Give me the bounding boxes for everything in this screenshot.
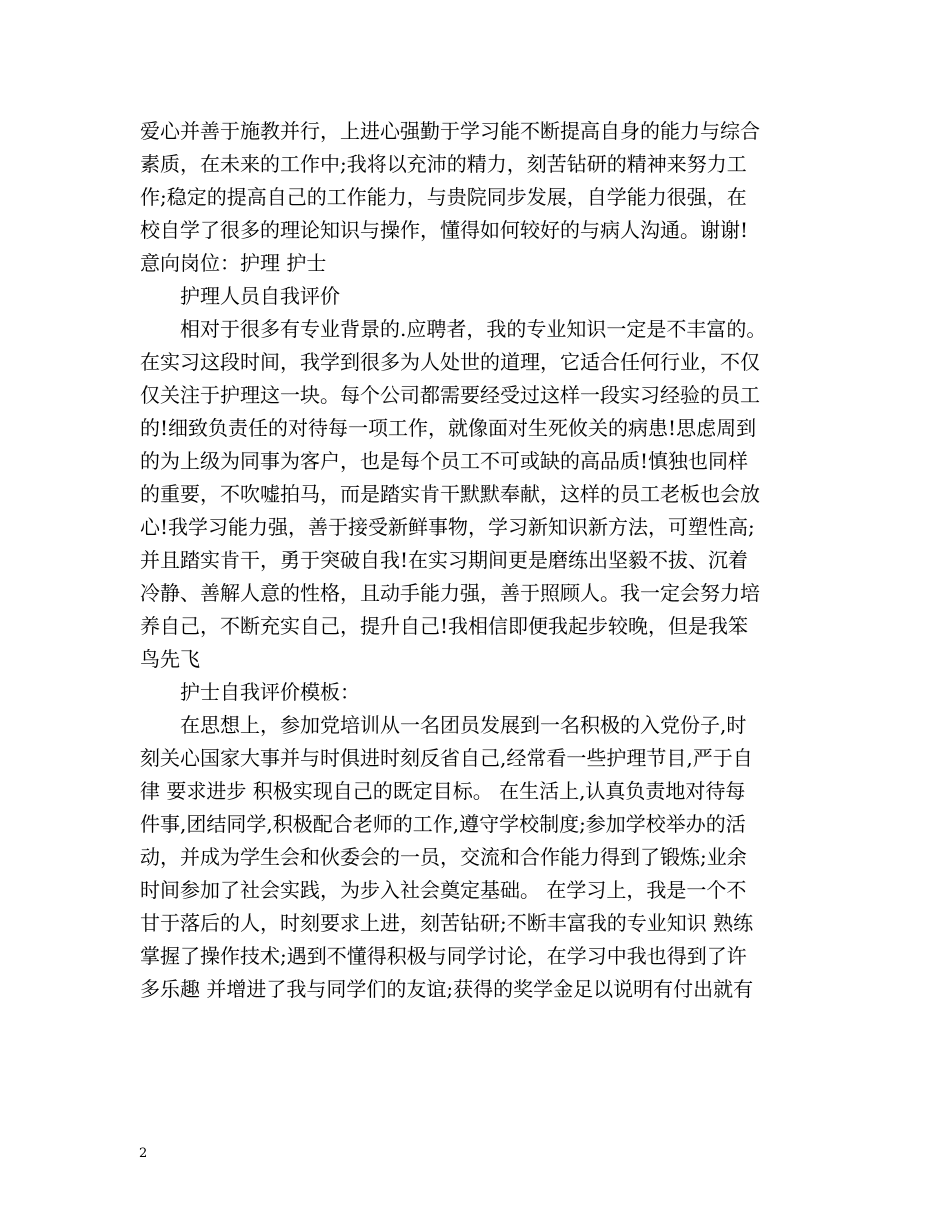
text-line: 刻关心国家大事并与时俱进时刻反省自己,经常看一些护理节目,严于自 xyxy=(140,746,753,770)
body-text xyxy=(140,115,830,1006)
text-line: 的!细致负责任的对待每一项工作，就像面对生死攸关的病患!思虑周到 xyxy=(140,416,757,440)
text-line: 仅关注于护理这一块。每个公司都需要经受过这样一段实习经验的员工 xyxy=(140,383,760,407)
text-line: 鸟先飞 xyxy=(140,647,200,671)
text-line: 的为上级为同事为客户，也是每个员工不可或缺的高品质!慎独也同样 xyxy=(140,449,749,473)
text-line: 并且踏实肯干，勇于突破自我!在实习期间更是磨练出坚毅不拔、沉着 xyxy=(140,548,749,572)
text-line: 养自己，不断充实自己，提升自己!我相信即便我起步较晚，但是我笨 xyxy=(140,614,749,638)
text-line: 掌握了操作技术;遇到不懂得积极与同学讨论，在学习中我也得到了许 xyxy=(140,944,747,968)
text-line: 意向岗位：护理 护士 xyxy=(140,251,327,275)
text-line: 相对于很多有专业背景的.应聘者，我的专业知识一定是不丰富的。 xyxy=(180,317,767,341)
text-line: 律 要求进步 积极实现自己的既定目标。 在生活上,认真负责地对待每 xyxy=(140,779,746,803)
text-line: 件事,团结同学,积极配合老师的工作,遵守学校制度;参加学校举办的活 xyxy=(140,812,746,836)
text-line: 素质，在未来的工作中;我将以充沛的精力，刻苦钻研的精神来努力工 xyxy=(140,152,747,176)
text-line: 多乐趣 并增进了我与同学们的友谊;获得的奖学金足以说明有付出就有 xyxy=(140,977,754,1001)
text-line: 心!我学习能力强，善于接受新鲜事物，学习新知识新方法，可塑性高; xyxy=(140,515,755,539)
text-line: 冷静、善解人意的性格，且动手能力强，善于照顾人。我一定会努力培 xyxy=(140,581,760,605)
text-line: 爱心并善于施教并行，上进心强勤于学习能不断提高自身的能力与综合 xyxy=(140,119,760,143)
text-line: 护士自我评价模板： xyxy=(180,680,360,704)
text-line: 的重要，不吹嘘拍马，而是踏实肯干默默奉献，这样的员工老板也会放 xyxy=(140,482,760,506)
page-number: 2 xyxy=(139,1146,148,1161)
text-line: 作;稳定的提高自己的工作能力，与贵院同步发展，自学能力很强，在 xyxy=(140,185,747,209)
text-line: 校自学了很多的理论知识与操作，懂得如何较好的与病人沟通。谢谢! xyxy=(140,218,749,242)
text-line: 动，并成为学生会和伙委会的一员，交流和合作能力得到了锻炼;业余 xyxy=(140,845,747,869)
text-line: 在思想上，参加党培训从一名团员发展到一名积极的入党份子,时 xyxy=(180,713,747,737)
text-line: 护理人员自我评价 xyxy=(180,284,340,308)
text-line: 时间参加了社会实践，为步入社会奠定基础。 在学习上，我是一个不 xyxy=(140,878,747,902)
text-line: 甘于落后的人，时刻要求上进，刻苦钻研;不断丰富我的专业知识 熟练 xyxy=(140,911,754,935)
text-line: 在实习这段时间，我学到很多为人处世的道理，它适合任何行业，不仅 xyxy=(140,350,760,374)
